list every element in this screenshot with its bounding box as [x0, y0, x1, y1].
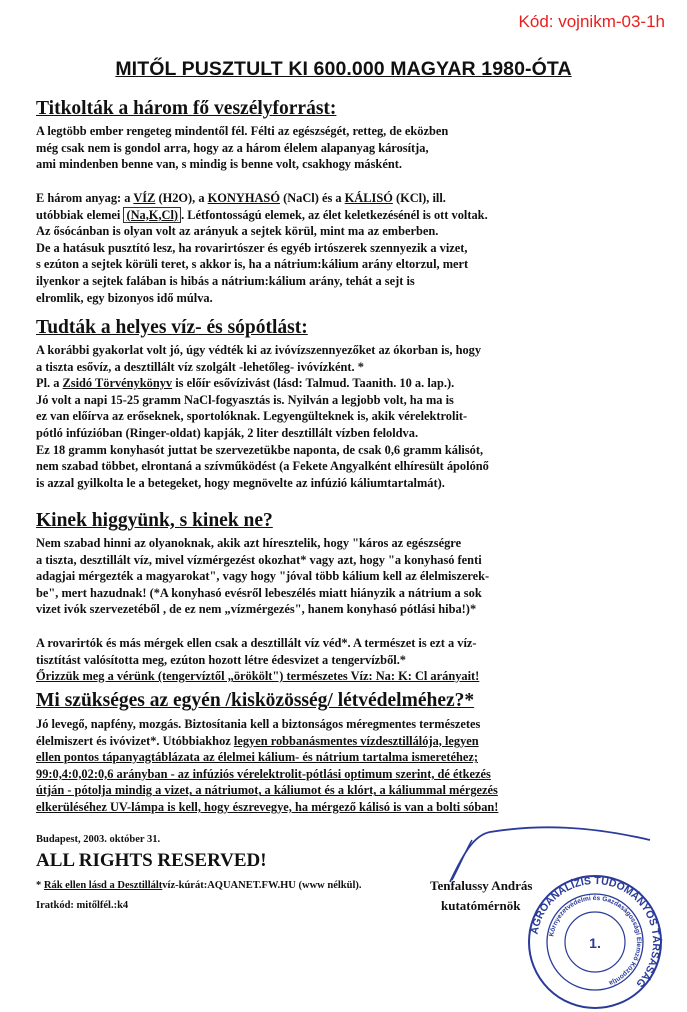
text-line: De a hatásuk pusztító lesz, ha rovarirtószer és egyéb irtószerek szennyezik a vizet,: [36, 240, 468, 255]
text-line: útján - pótolja mindig a vizet, a nátriumot, a káliumot és a klórt, a káliummal mérgezés: [36, 783, 498, 798]
rights-notice: ALL RIGHTS RESERVED!: [36, 850, 267, 871]
author-title: kutatómérnök: [441, 898, 521, 913]
section-3-paragraph-1: [36, 535, 489, 618]
section-heading-4: Mi szükséges az egyén /kisközösség/ létvédelméhez?*: [36, 690, 475, 711]
stamp-inner-text: Környezetvédelmi és Gazdaságossági Elemző Központja: [548, 894, 643, 987]
section-heading-1: Titkolták a három fő veszélyforrást:: [36, 98, 337, 119]
text-line: adagjai mérgezték a magyarokat", vagy hogy "jóval több kálium kell az élelmiszerek-: [36, 569, 490, 584]
section-3-paragraph-2: [36, 635, 479, 685]
text-line: Ez 18 gramm konyhasót juttat be szervezetükbe naponta, de csak 0,6 gramm kálisót,: [36, 442, 484, 457]
section-2-paragraph: [36, 342, 489, 491]
viz-term: VÍZ: [133, 191, 156, 205]
text-line: ellen pontos tápanyagtáblázata az élelmei kálium- és nátrium tartalma ismeretéhez;: [36, 750, 478, 765]
text-line: elromlik, egy bizonyos idő múlva.: [36, 290, 213, 305]
author-name: Tenfalussy András: [430, 878, 533, 893]
document-code: Kód: vojnikm-03-1h: [518, 12, 665, 31]
text-line: elkerüléséhez UV-lámpa is kell, hogy észrevegye, ha mérgező kálisó is van a bolti sóban!: [36, 799, 499, 814]
text-line: ilyenkor a sejtek falában is hibás a nátrium:kálium arány, tehát a sejt is: [36, 273, 415, 288]
text-line: E három anyag: a VÍZ (H2O), a KONYHASÓ (NaCl) és a KÁLISÓ (KCl), ill.: [36, 191, 446, 205]
section-1-paragraph-1: [36, 123, 448, 173]
section-1-paragraph-2: [36, 190, 488, 306]
text-line: A legtöbb ember rengeteg mindentől fél. Félti az egészségét, retteg, de eközben: [36, 124, 449, 138]
text-line: Jó levegő, napfény, mozgás. Biztosítania kell a biztonságos méregmentes természetes: [36, 717, 481, 731]
document-id: Iratkód: mitőlfél.:k4: [36, 900, 129, 911]
text-line: is azzal gyilkolta le a betegeket, hogy megnövelte az infúzió káliumtartalmát).: [36, 475, 445, 490]
text-line: ez van előírva az erőseknek, sportolóknak. Legyengülteknek is, akik vérelektrolit-: [36, 409, 468, 424]
konyhaso-term: KONYHASÓ: [207, 191, 280, 205]
elements-term: (Na,K,Cl): [123, 207, 181, 223]
footnote: * Rák ellen lásd a Desztilláltvíz-kúrát:AQUANET.FW.HU (www nélkül).: [36, 880, 362, 891]
text-line: s ezúton a sejtek körüli teret, s akkor is, ha a nátrium:kálium arány eltorzul, mert: [36, 257, 469, 272]
text-line: Nem szabad hinni az olyanoknak, akik azt híresztelik, hogy "káros az egészségre: [36, 536, 462, 550]
section-4-paragraph: [36, 716, 498, 816]
text-line: Az ősócánban is olyan volt az arányuk a sejtek körül, mint ma az emberben.: [36, 224, 439, 239]
text-line: tisztítást valósította meg, ezúton hozott létre édesvizet a tengervízből.*: [36, 652, 407, 667]
text-line: a tiszta, desztillált víz, mivel vízmérgezést okozhat* vagy azt, hogy "a konyhasó fenti: [36, 552, 482, 567]
stamp-number: 1.: [589, 935, 601, 951]
text-line: Jó volt a napi 15-25 gramm NaCl-fogyasztás is. Nyilván a legjobb volt, ha ma is: [36, 392, 454, 407]
section-heading-2: Tudták a helyes víz- és sópótlást:: [36, 317, 308, 338]
text-line: be", mert hazudnak! (*A konyhasó evésről lebeszélés miatt hiányzik a nátrium a sok: [36, 585, 482, 600]
text-line: pótló infúzióban (Ringer-oldat) kapják, 2 liter desztillált vízben feloldva.: [36, 425, 419, 440]
organization-stamp: [525, 872, 665, 1012]
text-line: ami mindenben benne van, s mindig is benne volt, csakhogy másként.: [36, 157, 402, 172]
text-line: Őrizzük meg a vérünk (tengervíztől „örökölt") természetes Víz: Na: K: Cl arányait!: [36, 669, 480, 684]
author-block: [430, 876, 532, 916]
date-line: Budapest, 2003. október 31.: [36, 834, 161, 845]
text-line: még csak nem is gondol arra, hogy az a három élelem alapanyag károsítja,: [36, 140, 429, 155]
text-line: utóbbiak elemei (Na,K,Cl) . Létfontosságú elemek, az élet keletkezésénél is ott voltak.: [36, 207, 488, 222]
text-line: nem szabad többet, elrontaná a szívműködést (a Fekete Angyalként elhíresült ápolónő: [36, 459, 489, 474]
zsido-torvenykonyv-term: Zsidó Törvénykönyv: [62, 376, 173, 391]
text-line: vizet ivók szervezetéből , de ez nem „vízmérgezés", hanem konyhasó pótlási hiba!)*: [36, 602, 477, 617]
text-line: a tiszta esővíz, a desztillált víz szolgált -lehetőleg- ivóvízként. *: [36, 359, 364, 374]
stamp-outer-text: AGROANALÍZIS TUDOMÁNYOS TÁRSASÁG: [528, 874, 663, 990]
section-heading-3: Kinek higgyünk, s kinek ne?: [36, 510, 273, 531]
text-line: Pl. a Zsidó Törvénykönyv is előír esővízivást (lásd: Talmud. Taanith. 10 a. lap.).: [36, 376, 455, 391]
text-line: A korábbi gyakorlat volt jó, úgy védték ki az ivóvízszennyezőket az ókorban is, hogy: [36, 343, 482, 357]
text-line: 99:0,4:0,02:0,6 arányban - az infúziós vérelektrolit-pótlási optimum szerint, dé étkezés: [36, 766, 491, 781]
text-line: A rovarirtók és más mérgek ellen csak a desztillált víz véd*. A természet is ezt a víz-: [36, 636, 477, 650]
page-title: MITŐL PUSZTULT KI 600.000 MAGYAR 1980-ÓTA: [115, 58, 572, 80]
text-line: élelmiszert és ivóvizet*. Utóbbiakhoz legyen robbanásmentes vízdesztillálója, legyen: [36, 733, 479, 748]
kaliso-term: KÁLISÓ: [344, 191, 393, 205]
